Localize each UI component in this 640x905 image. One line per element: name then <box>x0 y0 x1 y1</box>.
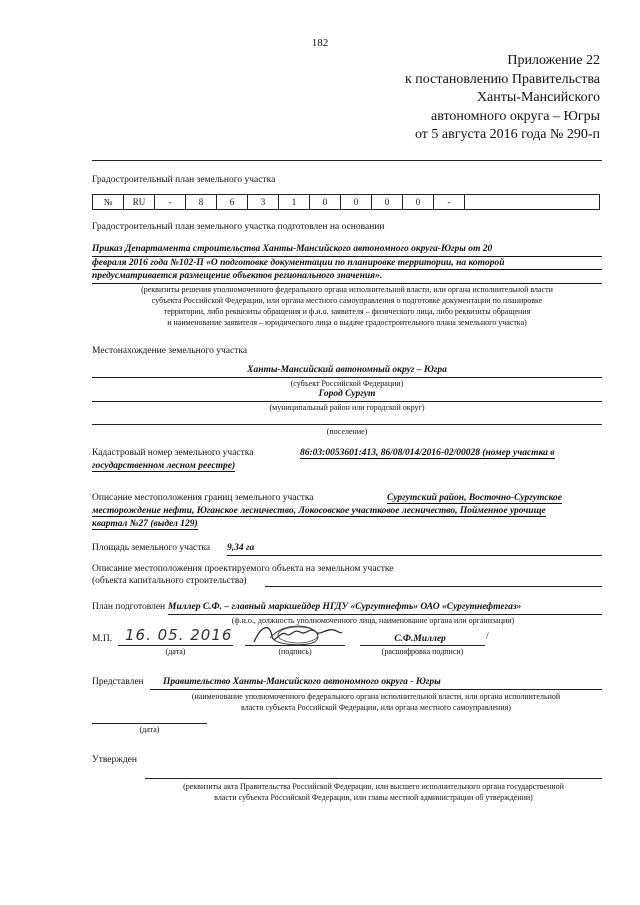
signature-sign-note: (подпись) <box>278 647 312 656</box>
basis-note-line-1: (реквизиты решения уполномоченного федерального органа исполнительной власти, или органа исполнительной власти <box>141 285 553 294</box>
appendix-line-1: Приложение 22 <box>507 53 600 68</box>
appendix-header <box>300 52 600 145</box>
presented-rule <box>150 689 602 690</box>
page-number: 182 <box>311 37 329 49</box>
basis-text-line-1: Приказ Департамента строительства Ханты-Мансийского автономного округа-Югры от 20 <box>92 243 602 257</box>
approved-note-line-1: (реквизиты акта Правительства Российской Федерации, или высшего исполнительного органа государственной <box>183 782 564 791</box>
location-municipal: Город Сургут <box>318 389 376 399</box>
cadastral-label: Кадастровый номер земельного участка <box>92 448 254 458</box>
object-location-rule <box>265 586 602 587</box>
basis-text <box>92 243 602 284</box>
subject-rule <box>92 377 602 378</box>
location-subject-note: (субъект Российской Федерации) <box>290 379 404 388</box>
plan-number-cell: 8 <box>186 195 217 210</box>
approved-rule <box>145 778 602 779</box>
name-rule <box>360 645 485 646</box>
object-location-label-line-2: (объекта капитального строительства) <box>92 576 247 586</box>
boundaries-value-line-3: квартал №27 (выдел 129) <box>92 519 198 529</box>
prepared-value: Миллер С.Ф. – главный маркшейдер НГДУ «Сургутнефть» ОАО «Сургутнефтегаз» <box>168 602 522 612</box>
signature-name-note: (расшифровка подписи) <box>381 647 464 656</box>
plan-number-cell: 6 <box>217 195 248 210</box>
basis-note <box>92 284 602 328</box>
basis-text-line-3: предусматривается размещение объектов регионального значения». <box>92 270 602 284</box>
boundaries-value-line-2: месторождение нефти, Юганское лесничество, Локосовское участковое лесничество, Пойменное урочище <box>92 506 546 516</box>
presented-note <box>150 691 602 713</box>
appendix-line-4: автономного округа – Югры <box>431 108 600 124</box>
appendix-line-5: от 5 августа 2016 года № 290-п <box>414 127 600 142</box>
location-settlement-note: (поселение) <box>326 427 368 436</box>
plan-number-cell: № <box>93 195 124 210</box>
plan-number-cell: 0 <box>310 195 341 210</box>
signature-date-note: (дата) <box>165 647 186 656</box>
plan-number-cell: - <box>155 195 186 210</box>
approved-label: Утвержден <box>92 755 137 765</box>
location-label: Местонахождение земельного участка <box>92 346 248 356</box>
plan-number-cell: 0 <box>341 195 372 210</box>
presented-note-line-2: власти субъекта Российской Федерации, или органа местного самоуправления) <box>241 703 511 712</box>
presented-label: Представлен <box>92 677 144 687</box>
municipal-rule <box>92 401 602 402</box>
approved-note-line-2: власти субъекта Российской Федерации, или главы местной администрации об утверждении) <box>214 793 533 802</box>
basis-note-line-2: субъекта Российской Федерации, или органа местного самоуправления о подготовке документации по планировке <box>151 296 543 305</box>
top-rule <box>92 160 602 161</box>
boundaries-label: Описание местоположения границ земельного участка <box>92 493 314 503</box>
settlement-rule <box>92 424 602 425</box>
cadastral-value-line-1: 86:03:0053601:413, 86/08/014/2016-02/00028 (номер участка в <box>300 448 555 458</box>
name-rule-end: / <box>486 632 489 642</box>
date-rule <box>118 645 233 646</box>
basis-note-line-4: и наименование заявителя – юридического лица о выдаче градостроительного плана земельного участка) <box>167 318 527 327</box>
presented-date-rule <box>92 723 207 724</box>
prepared-rule <box>168 614 602 615</box>
basis-label: Градостроительный план земельного участка подготовлен на основании <box>92 222 385 232</box>
area-value: 9,34 га <box>227 543 255 553</box>
plan-number-cell: 3 <box>248 195 279 210</box>
area-label: Площадь земельного участка <box>92 543 211 553</box>
signature-name: С.Ф.Миллер <box>394 634 446 644</box>
plan-number-cell: - <box>434 195 465 210</box>
appendix-line-3: Ханты-Мансийского <box>476 90 600 105</box>
location-subject: Ханты-Мансийский автономный округ – Югра <box>247 365 447 375</box>
plan-number-cell: 1 <box>279 195 310 210</box>
prepared-label: План подготовлен <box>92 602 166 612</box>
plan-number-cell: RU <box>124 195 155 210</box>
plan-number-cell: 0 <box>403 195 434 210</box>
plan-number-cell: 0 <box>372 195 403 210</box>
boundaries-value-line-1: Сургутский район, Восточно-Сургутское <box>387 493 562 503</box>
stamp-place-label: М.П. <box>92 634 113 644</box>
presented-note-line-1: (наименование уполномоченного федерального органа исполнительной власти, или органа исполнительной <box>191 692 561 701</box>
sign-rule <box>245 645 345 646</box>
appendix-line-2: к постановлению Правительства <box>404 71 600 87</box>
plan-title: Градостроительный план земельного участка <box>92 175 276 185</box>
area-rule <box>227 555 602 556</box>
cadastral-value-line-2: государственном лесном реестре) <box>92 461 236 471</box>
location-municipal-note: (муниципальный район или городской округ) <box>269 403 425 412</box>
basis-text-line-2: февраля 2016 года №102-П «О подготовке документации по планировке территории, на которой <box>92 257 602 271</box>
plan-number-table <box>92 194 600 210</box>
presented-value: Правительство Ханты-Мансийского автономного округа - Югры <box>163 677 441 687</box>
approved-note <box>145 781 602 803</box>
object-location-label-line-1: Описание местоположения проектируемого объекта на земельном участке <box>92 564 394 574</box>
plan-number-cell <box>465 195 600 210</box>
prepared-note: (ф.и.о., должность уполномоченного лица, наименование органа или организации) <box>231 616 515 625</box>
basis-note-line-3: территории, либо реквизиты обращения и ф.и.о. заявителя – физического лица, либо реквизиты обращения <box>163 307 531 316</box>
signature-date: 16. 05. 2016 <box>125 626 233 644</box>
presented-date-note: (дата) <box>139 725 160 734</box>
